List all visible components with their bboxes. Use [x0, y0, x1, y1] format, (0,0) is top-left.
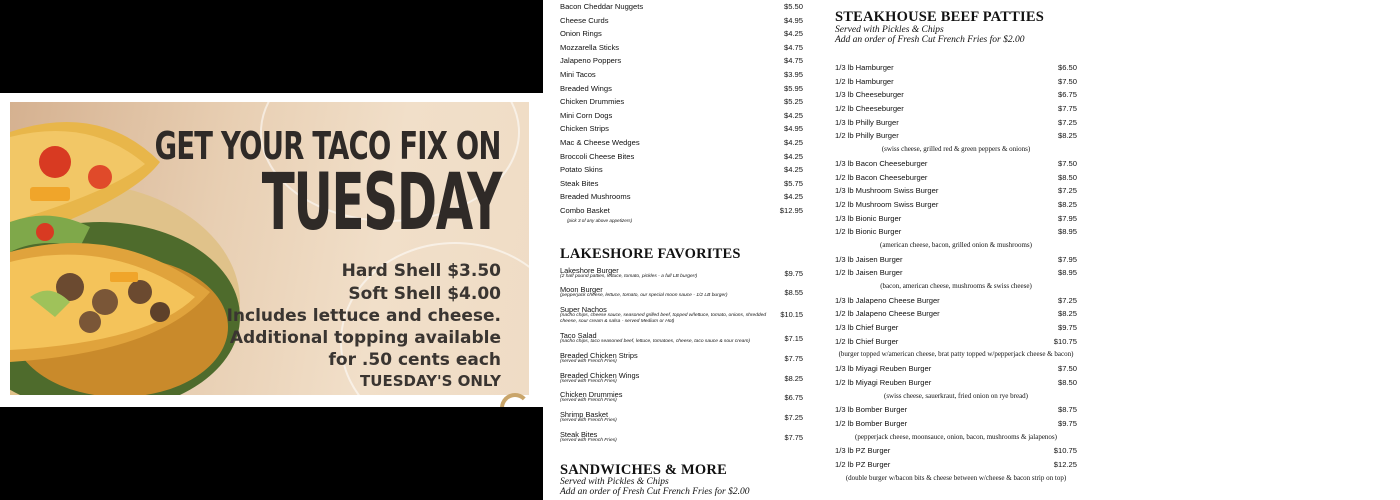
item-price: $4.25: [783, 151, 803, 161]
burger-item: [835, 171, 1077, 185]
item-name: Mini Tacos: [560, 69, 596, 79]
item-description: (served with French Fries): [560, 438, 617, 444]
lakeshore-item: [560, 351, 803, 371]
item-name: 1/2 lb Bionic Burger: [835, 227, 902, 237]
burger-item: [835, 376, 1077, 390]
promo-cents: for .50 cents each: [328, 350, 501, 370]
item-name: Chicken Drummies: [560, 97, 625, 107]
item-name: Broccoli Cheese Bites: [560, 151, 635, 161]
appetizer-item: [560, 150, 803, 164]
item-name: Cheese Curds: [560, 15, 609, 25]
steakhouse-subtitle: Served with Pickles & Chips: [835, 25, 944, 35]
appetizer-item: [560, 14, 803, 28]
lakeshore-item: [560, 305, 803, 331]
appetizer-item: [560, 68, 803, 82]
appetizer-item: [560, 109, 803, 123]
item-name: 1/3 lb Jalapeno Cheese Burger: [835, 295, 940, 305]
item-price: $4.25: [783, 165, 803, 175]
item-name: Super Nachos: [560, 305, 607, 315]
item-name: 1/2 lb Chief Burger: [835, 336, 899, 346]
burger-note: (bacon, american cheese, mushrooms & swiss cheese): [880, 282, 1032, 290]
item-name: Mac & Cheese Wedges: [560, 137, 640, 147]
burger-item: [835, 225, 1077, 239]
item-name: 1/2 lb Hamburger: [835, 76, 894, 86]
burger-item: [835, 129, 1077, 143]
appetizer-item: [560, 122, 803, 136]
item-name: Mini Corn Dogs: [560, 110, 613, 120]
burger-item: [835, 157, 1077, 171]
item-name: Potato Skins: [560, 165, 603, 175]
item-price: $4.95: [783, 15, 803, 25]
item-price: $3.95: [783, 69, 803, 79]
item-name: Combo Basket: [560, 205, 610, 215]
item-price: $7.25: [1057, 117, 1077, 127]
item-price: $9.75: [784, 268, 803, 278]
item-price: $8.50: [1057, 172, 1077, 182]
burger-item: [835, 403, 1077, 417]
item-price: $8.75: [1057, 405, 1077, 415]
item-name: Lakeshore Burger: [560, 265, 619, 275]
item-price: $8.25: [784, 373, 803, 383]
item-description: (served with French Fries): [560, 358, 617, 364]
burger-note: (american cheese, bacon, grilled onion & mushrooms): [879, 240, 1032, 249]
item-price: $6.50: [1057, 63, 1077, 72]
item-price: $5.25: [783, 97, 803, 107]
item-name: 1/2 lb Mushroom Swiss Burger: [835, 199, 939, 209]
promo-hard-shell-price: Hard Shell $3.50: [341, 261, 501, 281]
appetizer-item: [560, 136, 803, 150]
item-price: $7.95: [1057, 254, 1077, 264]
item-price: $9.75: [1057, 323, 1077, 333]
item-name: 1/3 lb Chief Burger: [835, 323, 899, 333]
item-name: Breaded Chicken Strips: [560, 350, 638, 360]
promo-slide: [0, 93, 543, 407]
item-price: $8.25: [1057, 131, 1077, 141]
item-price: $8.95: [1057, 227, 1077, 237]
burger-item: [835, 116, 1077, 130]
item-description: (served with French Fries): [560, 378, 617, 384]
lakeshore-item: [560, 331, 803, 351]
item-name: Shrimp Basket: [560, 410, 609, 420]
sandwiches-subtitle: Served with Pickles & Chips: [560, 476, 669, 487]
menu-column-middle: [560, 0, 803, 497]
burger-item: [835, 184, 1077, 198]
item-name: Breaded Mushrooms: [560, 192, 631, 202]
item-price: $6.75: [784, 393, 803, 403]
item-description: (pepperjack cheese, lettuce, tomato, our special moon sauce - 1/2 LB burger): [560, 293, 728, 299]
item-price: $7.75: [784, 433, 803, 443]
item-name: Mozzarella Sticks: [560, 42, 620, 52]
item-name: Onion Rings: [560, 29, 602, 39]
steakhouse-title: STEAKHOUSE BEEF PATTIES: [835, 9, 1045, 25]
item-price: $7.50: [1057, 364, 1077, 374]
item-name: 1/3 lb Bionic Burger: [835, 213, 902, 223]
lakeshore-item: [560, 285, 803, 305]
burger-item: [835, 75, 1077, 89]
item-name: 1/2 lb Philly Burger: [835, 131, 899, 141]
item-price: $7.50: [1057, 76, 1077, 86]
appetizer-item: [560, 95, 803, 109]
item-name: 1/3 lb Mushroom Swiss Burger: [835, 186, 939, 196]
burger-item: [835, 198, 1077, 212]
item-price: $8.25: [1057, 199, 1077, 209]
burger-note: (burger topped w/american cheese, brat patty topped w/pepperjack cheese & bacon): [838, 350, 1074, 359]
item-price: $4.25: [783, 192, 803, 202]
appetizer-item: [560, 0, 803, 14]
combo-note: (pick 3 of any above appetizers): [567, 217, 633, 223]
item-name: 1/3 lb Bacon Cheeseburger: [835, 158, 928, 168]
lakeshore-list: [560, 266, 803, 450]
menu-column-right: [835, 9, 1077, 485]
appetizer-item: [560, 163, 803, 177]
item-price: $8.50: [1057, 377, 1077, 387]
item-price: $8.55: [784, 288, 803, 298]
lakeshore-item: [560, 371, 803, 391]
promo-additional: Additional topping available: [229, 328, 501, 348]
item-name: 1/2 lb Cheeseburger: [835, 104, 904, 114]
item-description: (nacho chips, taco seasoned beef, lettuce, tomatoes, cheese, taco sauce & sour cream): [560, 339, 751, 345]
steakhouse-fries-note: Add an order of Fresh Cut French Fries for $2.00: [835, 35, 1025, 45]
item-name: 1/3 lb Philly Burger: [835, 117, 899, 127]
promo-headline: GET YOUR TACO FIX ON: [154, 124, 501, 168]
item-name: 1/3 lb Hamburger: [835, 63, 894, 72]
lakeshore-item: [560, 390, 803, 410]
item-description: (2 half pound patties, lettuce, tomato, pickles - a full LB burger!): [560, 273, 698, 279]
burger-item: [835, 307, 1077, 321]
appetizer-item: [560, 190, 803, 204]
burger-item: [835, 444, 1077, 458]
item-price: $10.75: [1053, 446, 1077, 456]
item-price: $10.75: [1053, 336, 1077, 346]
lakeshore-title: LAKESHORE FAVORITES: [560, 245, 741, 262]
item-name: 1/2 lb Jaisen Burger: [835, 268, 903, 278]
item-price: $5.50: [783, 2, 803, 11]
item-description: (served with French Fries): [560, 418, 617, 424]
item-price: $12.95: [779, 205, 803, 215]
item-name: 1/3 lb Cheeseburger: [835, 90, 904, 100]
item-price: $12.25: [1053, 459, 1077, 469]
item-price: $5.75: [783, 178, 803, 188]
item-name: Breaded Chicken Wings: [560, 370, 640, 380]
item-name: Chicken Strips: [560, 124, 609, 134]
item-price: $7.25: [1057, 186, 1077, 196]
burger-note: (swiss cheese, grilled red & green peppers & onions): [881, 145, 1031, 154]
burger-item: [835, 253, 1077, 267]
appetizer-item: [560, 82, 803, 96]
item-name: Steak Bites: [560, 430, 598, 440]
burger-item: [835, 61, 1077, 75]
burger-item: [835, 88, 1077, 102]
item-price: $7.95: [1057, 213, 1077, 223]
appetizer-item: [560, 177, 803, 191]
item-name: 1/3 lb PZ Burger: [835, 446, 891, 456]
item-name: Jalapeno Poppers: [560, 56, 622, 66]
item-name: 1/2 lb Bomber Burger: [835, 418, 908, 428]
item-price: $4.75: [783, 56, 803, 66]
item-name: 1/3 lb Jaisen Burger: [835, 254, 903, 264]
item-price: $4.25: [783, 29, 803, 39]
promo-only: TUESDAY'S ONLY: [360, 372, 501, 390]
promo-day: TUESDAY: [261, 158, 501, 248]
burger-item: [835, 266, 1077, 280]
burger-item: [835, 362, 1077, 376]
burger-item: [835, 212, 1077, 226]
appetizer-list: [560, 0, 803, 228]
item-price: $6.75: [1057, 90, 1077, 100]
item-price: $5.95: [783, 83, 803, 93]
item-price: $7.25: [784, 413, 803, 423]
burger-item: [835, 458, 1077, 472]
item-price: $8.95: [1057, 268, 1077, 278]
item-name: 1/2 lb Bacon Cheeseburger: [835, 172, 928, 182]
item-price: $7.50: [1057, 158, 1077, 168]
lakeshore-item: [560, 410, 803, 430]
sandwiches-fries-note: Add an order of Fresh Cut French Fries for $2.00: [560, 486, 750, 497]
item-price: $4.25: [783, 137, 803, 147]
item-price: $9.75: [1057, 418, 1077, 428]
burger-list: [835, 61, 1077, 485]
sandwiches-title: SANDWICHES & MORE: [560, 461, 727, 478]
item-name: 1/2 lb Jalapeno Cheese Burger: [835, 309, 940, 319]
item-price: $4.25: [783, 110, 803, 120]
taco-tuesday-banner: [10, 102, 529, 395]
item-name: Bacon Cheddar Nuggets: [560, 2, 644, 11]
item-price: $4.95: [783, 124, 803, 134]
item-price: $4.75: [783, 42, 803, 52]
burger-item: [835, 335, 1077, 349]
item-name: Steak Bites: [560, 178, 599, 188]
appetizer-item: [560, 41, 803, 55]
item-name: Moon Burger: [560, 285, 603, 295]
burger-note: (swiss cheese, sauerkraut, fried onion on rye bread): [883, 391, 1029, 400]
item-name: 1/2 lb Miyagi Reuben Burger: [835, 377, 932, 387]
appetizer-item: [560, 27, 803, 41]
burger-item: [835, 321, 1077, 335]
burger-note: (double burger w/bacon bits & cheese between w/cheese & bacon strip on top): [845, 473, 1067, 482]
item-name: 1/3 lb Miyagi Reuben Burger: [835, 364, 932, 374]
restaurant-logo-fragment: [500, 393, 530, 407]
item-price: $7.25: [1057, 295, 1077, 305]
item-name: Breaded Wings: [560, 83, 612, 93]
item-description: (served with French Fries): [560, 398, 617, 404]
item-price: $10.15: [780, 310, 803, 320]
appetizer-item: [560, 54, 803, 68]
item-name: 1/3 lb Bomber Burger: [835, 405, 908, 415]
burger-note: (pepperjack cheese, moonsauce, onion, bacon, mushrooms & jalapenos): [855, 432, 1057, 441]
item-name: 1/2 lb PZ Burger: [835, 459, 891, 469]
item-price: $7.15: [784, 334, 803, 344]
promo-slide-frame: [0, 0, 543, 500]
item-description: (nacho chips, cheese sauce, seasoned grilled beef, topped w/lettuce, tomato, onions, shredded cheese, sour cream & salsa - served Medium or Hot): [560, 313, 767, 325]
lakeshore-item: [560, 266, 803, 286]
promo-soft-shell-price: Soft Shell $4.00: [348, 284, 501, 304]
burger-item: [835, 417, 1077, 431]
burger-item: [835, 294, 1077, 308]
item-price: $7.75: [784, 353, 803, 363]
promo-includes: Includes lettuce and cheese.: [226, 306, 501, 326]
lakeshore-item: [560, 430, 803, 450]
burger-item: [835, 102, 1077, 116]
item-name: Taco Salad: [560, 331, 597, 341]
appetizer-item: [560, 204, 803, 218]
item-name: Chicken Drummies: [560, 390, 623, 400]
item-price: $7.75: [1057, 104, 1077, 114]
item-price: $8.25: [1057, 309, 1077, 319]
